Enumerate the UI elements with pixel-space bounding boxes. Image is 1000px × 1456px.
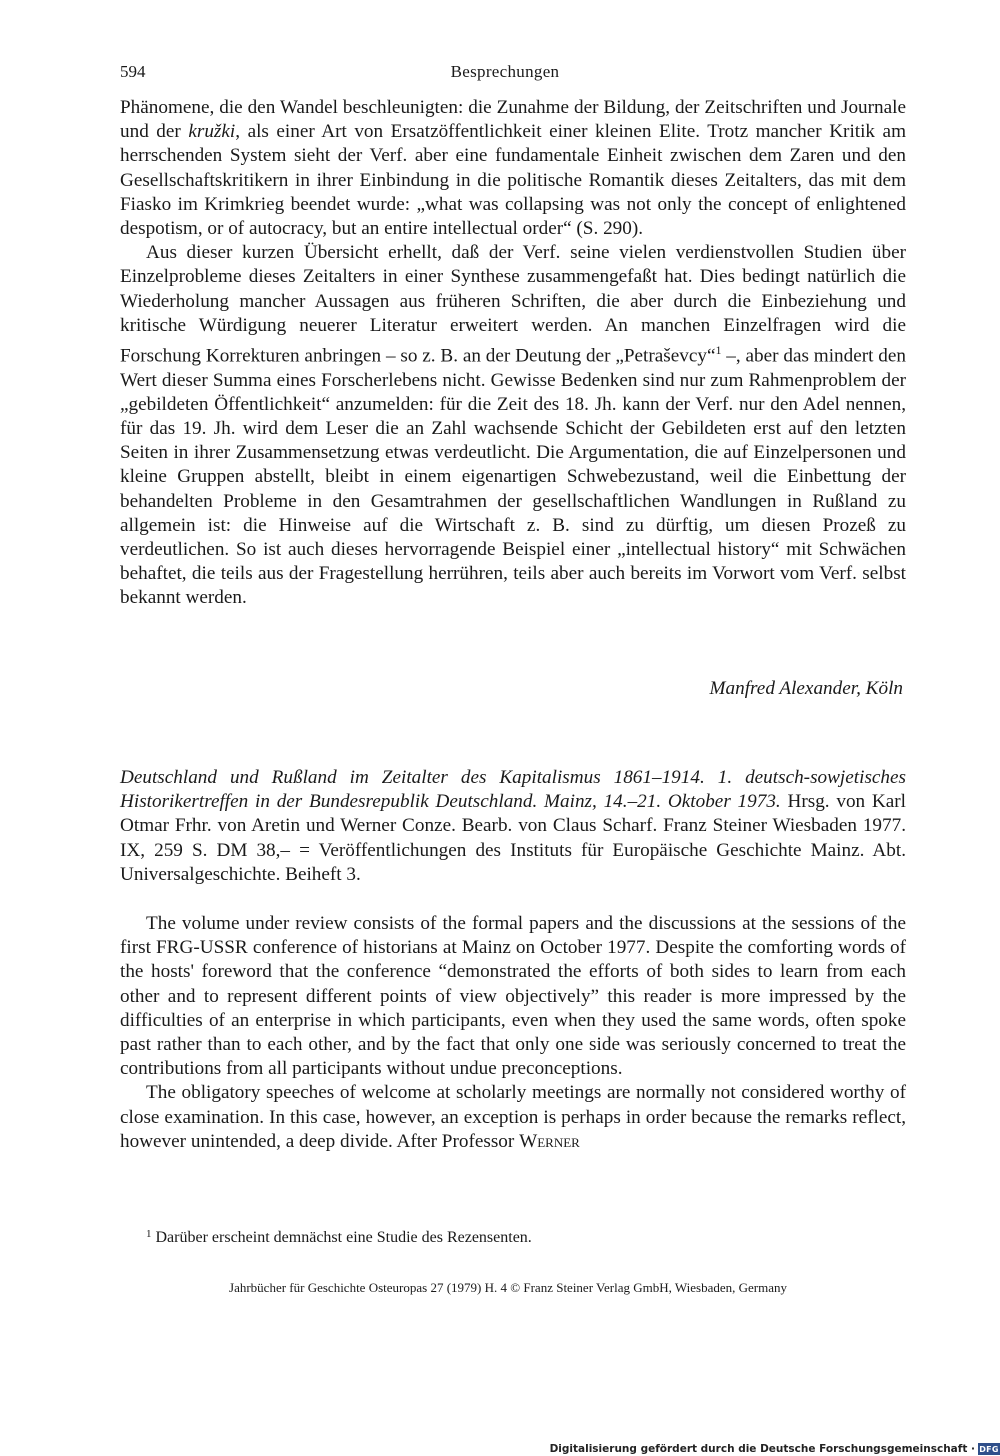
footnote-text: Darüber erscheint demnächst eine Studie des Rezensenten. (155, 1229, 532, 1246)
digitization-credit (550, 1442, 1000, 1456)
bibliographic-entry (120, 766, 906, 887)
journal-imprint: Jahrbücher für Geschichte Osteuropas 27 (1979) H. 4 © Franz Steiner Verlag GmbH, Wiesbaden, Germany (229, 1280, 787, 1295)
dfg-logo-icon: DFG (979, 1444, 999, 1454)
emphasized-term: kružki (188, 121, 236, 143)
text-run: Aus dieser kurzen Übersicht erhellt, daß der Verf. seine vielen verdienstvollen Studien über Einzelprobleme dieses Zeitalters in einer Synthese zusammengefaßt hat. Dies bedingt natürlich die Wiederholung mancher Aussagen aus früheren Schriften, die aber durch die Einbeziehung und kritische Würdigung neuerer Literatur erweitert werden. An manchen Einzelfragen wird die Forschung Korrekturen anbringen – so z. B. an der Deutung der „Petraševcy“ (120, 242, 906, 367)
text-run: Phänomene, die den Wandel beschleunigten: die Zunahme der Bildung, der Zeitschriften und Journale und der (120, 97, 906, 143)
digitization-text: Digitalisierung gefördert durch die Deutsche Forschungsgemeinschaft · (549, 1443, 975, 1455)
footnote-reference[interactable]: 1 (715, 343, 722, 358)
running-head: Besprechungen (450, 62, 560, 81)
review1-paragraph-1 (120, 96, 906, 241)
text-run: , als einer Art von Ersatzöffentlichkeit einer kleinen Elite. Trotz mancher Kritik am herrschenden System sieht der Verf. aber eine fundamentale Einheit zwischen dem Zaren und den Gesellschaftskritikern in ihrer Einbindung in die politische Romantik dieses Zeitalters, das mit dem Fiasko im Krimkrieg beendet wurde: „what was collapsing was not only the concept of enlightened despotism, or of autocracy, but an entire intellectual order“ (S. 290). (120, 121, 906, 240)
page-number: 594 (120, 62, 146, 81)
book-title: Deutschland und Rußland im Zeitalter des Kapitalismus 1861–1914. 1. deutsch-sowjetisches Historikertreffen in der Bundesrepublik Deutschland. Mainz, 14.–21. Oktober 1973. (120, 767, 906, 813)
publication-details: Hrsg. von Karl Otmar Frhr. von Aretin und Werner Conze. Bearb. von Claus Scharf. Franz Steiner Wiesbaden 1977. IX, 259 S. DM 38,– = Veröffentlichungen des Instituts für Europäische Geschichte Mainz. Abt. Universalgeschichte. Beiheft 3. (120, 791, 906, 885)
review2-paragraph-1: The volume under review consists of the formal papers and the discussions at the sessions of the first FRG-USSR conference of historians at Mainz on October 1977. Despite the comforting words of the hosts' foreword that the conference “demonstrated the efforts of both sides to learn from each other and to represent different points of view objectively” this reader is more impressed by the difficulties of an enterprise in which participants, even when they used the same words, often spoke past rather than to each other, and by the fact that only one side was seriously concerned to treat the contributions from all participants without undue preconceptions. (120, 913, 906, 1080)
review2-paragraph-2 (120, 1081, 906, 1154)
person-name: Werner (519, 1130, 580, 1152)
footnote (146, 1228, 532, 1247)
text-run: The obligatory speeches of welcome at scholarly meetings are normally not considered worthy of close examination. In this case, however, an exception is perhaps in order because the remarks reflect, however unintended, a deep divide. After Professor (120, 1082, 906, 1152)
footnote-marker: 1 (146, 1228, 152, 1240)
review-body (120, 912, 906, 1154)
reviewer-signature: Manfred Alexander, Köln (709, 678, 903, 699)
review-continuation (120, 96, 906, 611)
text-run: –, aber das mindert den Wert dieser Summa eines Forscherlebens nicht. Gewisse Bedenken sind nur zum Rahmenproblem der „gebildeten Öffentlichkeit“ anzumelden: für die Zeit des 18. Jh. kann der Verf. nur den Adel nennen, für das 19. Jh. wird dem Leser die an Zahl wachsende Schicht der Gebildeten erst auf den letzten Seiten in ihrer Zusammensetzung etwas verdeutlicht. Die Argumentation, die auf Einzelpersonen und kleine Gruppen abstellt, bleibt in einem eigenartigen Schwebezustand, weil die Einbettung der behandelten Probleme in den Gesamtrahmen der gesellschaftlichen Wandlungen in Rußland zu allgemein ist: die Hinweise auf die Wirtschaft z. B. sind zu dürftig, um diesen Prozeß zu verdeutlichen. So ist auch dieses hervorragende Beispiel einer „intellectual history“ mit Schwächen behaftet, die teils aus der Fragestellung herrühren, teils aber auch bereits im Vorwort vom Verf. selbst bekannt werden. (120, 345, 906, 609)
review1-paragraph-2 (120, 241, 906, 610)
